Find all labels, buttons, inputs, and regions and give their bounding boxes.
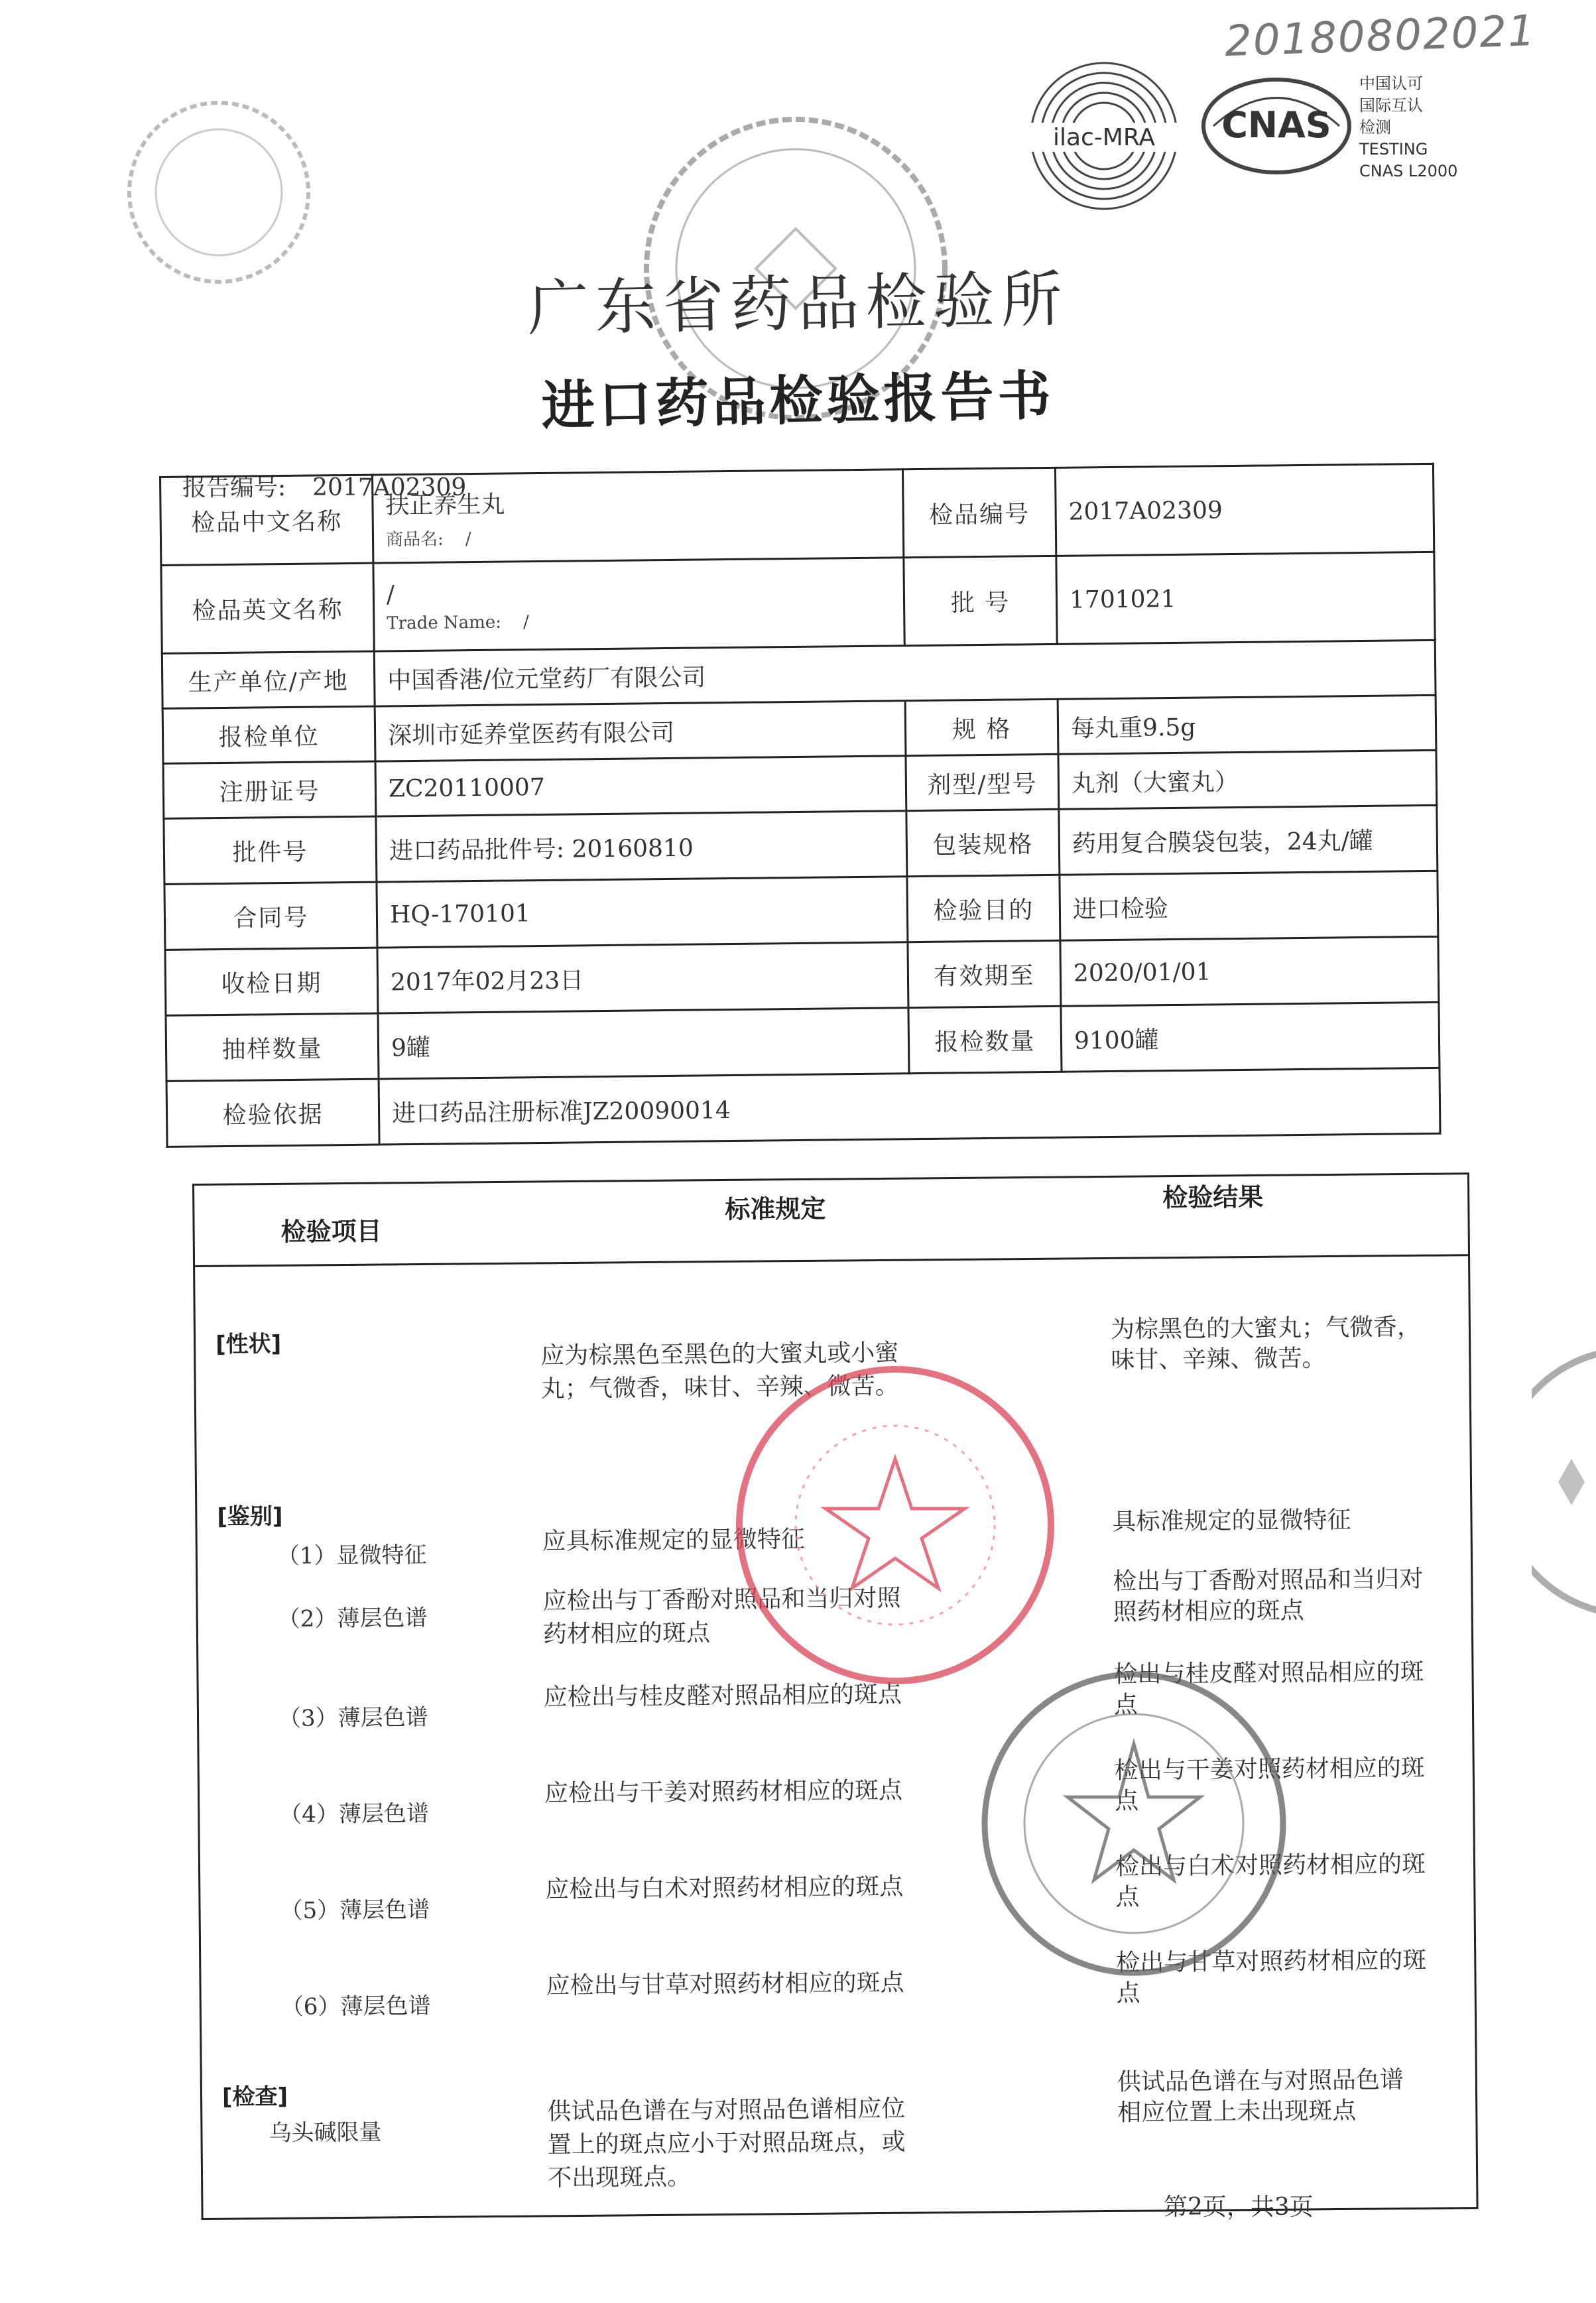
check-result: 供试品色谱在与对照品色谱相应位置上未出现斑点 bbox=[1117, 2066, 1404, 2127]
en-name: / bbox=[386, 580, 395, 608]
expiry: 2020/01/01 bbox=[1060, 936, 1439, 1006]
cn-name: 扶正养生丸 bbox=[385, 491, 505, 520]
receive-date-label: 收检日期 bbox=[165, 948, 378, 1015]
en-name-cell bbox=[373, 558, 904, 651]
identify-result: 具标准规定的显微特征 bbox=[1112, 1506, 1351, 1536]
identify-item: （5）薄层色谱 bbox=[280, 1896, 430, 1924]
basis-label: 检验依据 bbox=[166, 1079, 379, 1147]
section-check: [检查] bbox=[221, 2083, 288, 2111]
red-official-seal bbox=[729, 1359, 1061, 1691]
contract: HQ-170101 bbox=[377, 877, 908, 948]
batch-no: 1701021 bbox=[1056, 552, 1435, 644]
certification-text bbox=[1359, 73, 1457, 182]
quantity-label: 报检数量 bbox=[908, 1006, 1062, 1073]
identify-standard: 应检出与干姜对照药材相应的斑点 bbox=[544, 1776, 903, 1808]
col-standard-header: 标准规定 bbox=[725, 1194, 826, 1224]
col-result-header: 检验结果 bbox=[1162, 1182, 1264, 1213]
contract-label: 合同号 bbox=[164, 882, 377, 950]
identify-item: （6）薄层色谱 bbox=[280, 1992, 431, 2021]
dosage: 丸剂（大蜜丸） bbox=[1058, 750, 1437, 809]
identify-standard: 应检出与丁香酚对照品和当归对照药材相应的斑点 bbox=[542, 1584, 901, 1649]
en-name-label: 检品英文名称 bbox=[161, 563, 374, 653]
col-item-header: 检验项目 bbox=[280, 1216, 382, 1247]
batch-label: 批 号 bbox=[904, 556, 1057, 645]
faint-seal-left bbox=[119, 93, 318, 292]
sample-qty-label: 抽样数量 bbox=[166, 1013, 379, 1081]
identify-item: （4）薄层色谱 bbox=[279, 1800, 430, 1828]
identify-result: 检出与白术对照药材相应的斑点 bbox=[1115, 1850, 1426, 1911]
identify-result: 检出与干姜对照药材相应的斑点 bbox=[1114, 1754, 1425, 1815]
report-title: 进口药品检验报告书 bbox=[540, 364, 1056, 438]
purpose: 进口检验 bbox=[1060, 871, 1438, 940]
cnas-label: CNAS bbox=[1221, 104, 1331, 146]
identify-standard: 应检出与桂皮醛对照品相应的斑点 bbox=[543, 1680, 902, 1712]
check-standard: 供试品色谱在与对照品色谱相应位置上的斑点应小于对照品斑点，或不出现斑点。 bbox=[547, 2095, 906, 2192]
cnas-logo bbox=[1200, 76, 1353, 176]
spec-label: 规 格 bbox=[905, 699, 1058, 755]
identify-standard: 应具标准规定的显微特征 bbox=[542, 1525, 805, 1556]
cn-name-label: 检品中文名称 bbox=[160, 475, 373, 565]
quantity: 9100罐 bbox=[1061, 1002, 1440, 1072]
purpose-label: 检验目的 bbox=[907, 875, 1060, 942]
applicant: 深圳市延养堂医药有限公司 bbox=[375, 701, 906, 761]
cn-name-cell bbox=[372, 469, 903, 563]
check-item: 乌头碱限量 bbox=[269, 2119, 382, 2147]
sample-qty: 9罐 bbox=[378, 1008, 909, 1079]
identify-item: （3）薄层色谱 bbox=[278, 1704, 428, 1732]
trade-name-cn: 商品名: / bbox=[385, 529, 471, 550]
package: 药用复合膜袋包装，24丸/罐 bbox=[1059, 805, 1438, 875]
identify-item: （1）显微特征 bbox=[276, 1541, 427, 1570]
approval-label: 批件号 bbox=[164, 816, 377, 884]
identify-result: 检出与桂皮醛对照品相应的斑点 bbox=[1113, 1658, 1424, 1719]
dosage-label: 剂型/型号 bbox=[906, 754, 1059, 810]
identify-standard: 应检出与甘草对照药材相应的斑点 bbox=[546, 1969, 904, 2000]
info-table bbox=[159, 463, 1440, 1148]
sample-no-label: 检品编号 bbox=[902, 467, 1056, 557]
ilac-mra-logo bbox=[1024, 56, 1184, 216]
report-number-label: 报告编号: bbox=[182, 474, 286, 501]
section-character: [性状] bbox=[215, 1330, 282, 1358]
organization-name: 广东省药品检验所 bbox=[526, 263, 1070, 345]
expiry-label: 有效期至 bbox=[908, 940, 1061, 1007]
section-identify: [鉴别] bbox=[217, 1503, 283, 1530]
cert-line: 中国认可 bbox=[1359, 74, 1423, 93]
report-number-value: 2017A02309 bbox=[312, 474, 467, 501]
page-number: 第2页，共3页 bbox=[1164, 2194, 1314, 2221]
cert-line: CNAS L2000 bbox=[1359, 162, 1458, 180]
spec: 每丸重9.5g bbox=[1058, 695, 1436, 754]
ilac-label: ilac-MRA bbox=[1052, 124, 1156, 151]
reg-no: ZC20110007 bbox=[375, 756, 906, 816]
trade-name-en: Trade Name: / bbox=[387, 611, 529, 633]
reg-no-label: 注册证号 bbox=[163, 761, 376, 818]
producer-label: 生产单位/产地 bbox=[162, 651, 375, 708]
character-result: 为棕黑色的大蜜丸；气微香，味甘、辛辣、微苦。 bbox=[1110, 1313, 1422, 1374]
handwritten-reference: 20180802021 bbox=[1223, 6, 1538, 67]
identify-item: （2）薄层色谱 bbox=[277, 1604, 428, 1633]
identify-result: 检出与丁香酚对照品和当归对照药材相应的斑点 bbox=[1113, 1565, 1424, 1626]
approval: 进口药品批件号: 20160810 bbox=[376, 811, 907, 882]
company-seal bbox=[975, 1664, 1293, 1983]
identify-result: 检出与甘草对照药材相应的斑点 bbox=[1116, 1946, 1427, 2007]
basis: 进口药品注册标准JZ20090014 bbox=[379, 1068, 1440, 1145]
applicant-label: 报检单位 bbox=[162, 706, 375, 763]
package-label: 包装规格 bbox=[906, 809, 1060, 876]
identify-standard: 应检出与白术对照药材相应的斑点 bbox=[545, 1873, 904, 1904]
receive-date: 2017年02月23日 bbox=[377, 942, 908, 1013]
producer: 中国香港/位元堂药厂有限公司 bbox=[374, 640, 1436, 706]
sample-no: 2017A02309 bbox=[1055, 464, 1434, 556]
character-standard: 应为棕黑色至黑色的大蜜丸或小蜜丸；气微香，味甘、辛辣、微苦。 bbox=[540, 1339, 899, 1403]
cert-line: 检测 bbox=[1359, 118, 1391, 137]
results-header bbox=[194, 1172, 1468, 1267]
edge-partial-seal bbox=[1532, 1326, 1596, 1638]
cert-line: TESTING bbox=[1359, 140, 1428, 158]
cert-line: 国际互认 bbox=[1359, 96, 1423, 115]
